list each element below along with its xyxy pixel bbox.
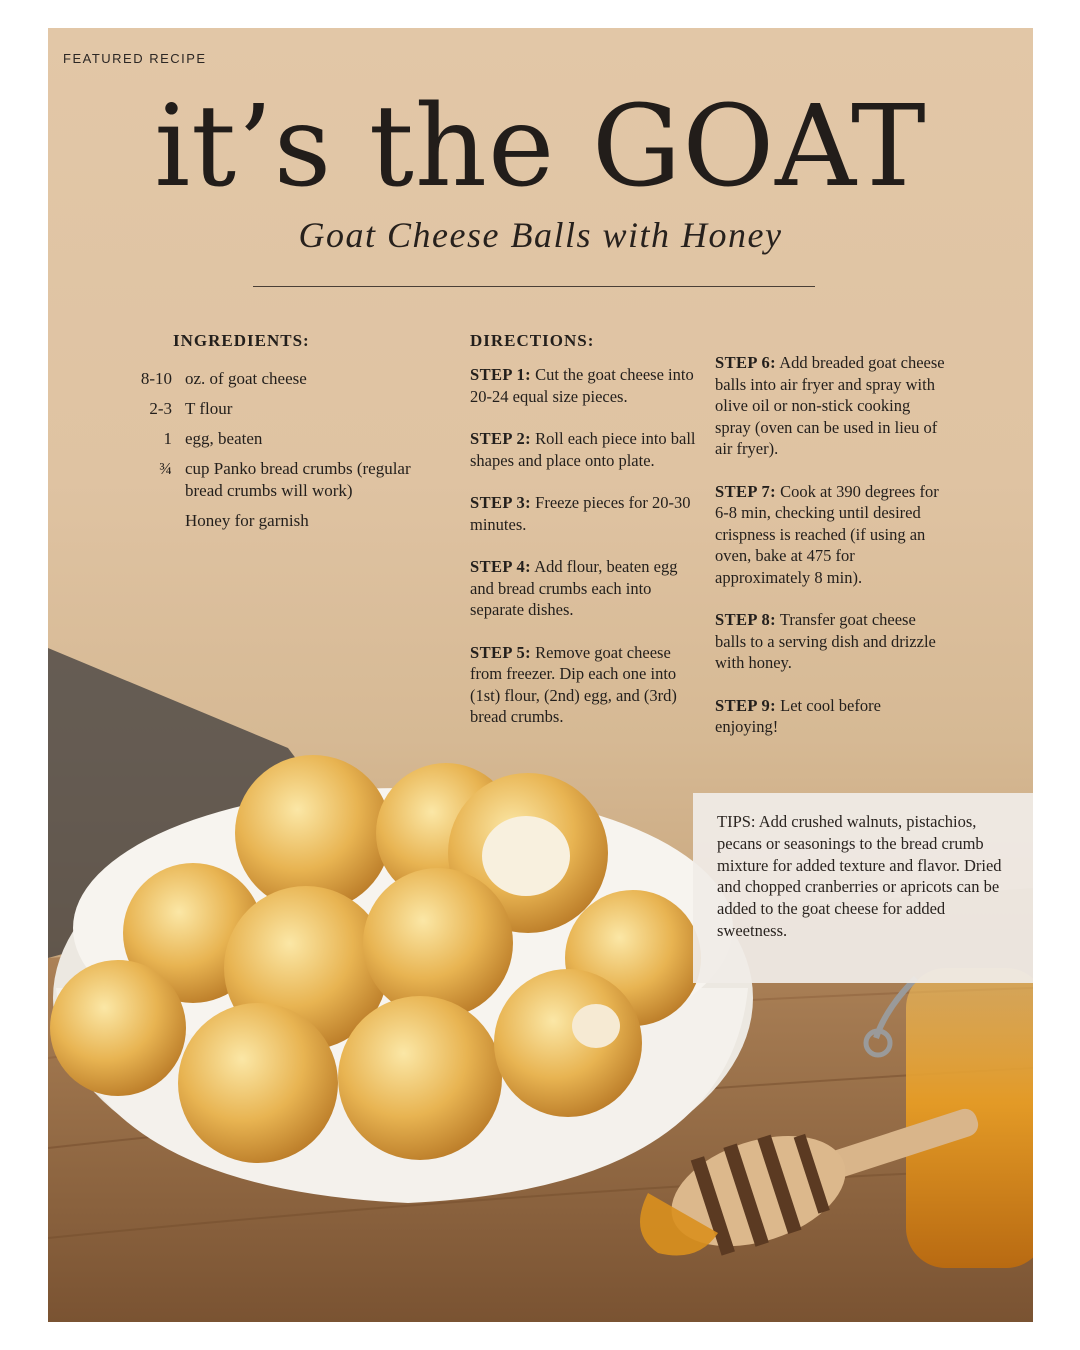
ingredient-text: oz. of goat cheese xyxy=(185,369,307,388)
step-text: Transfer goat cheese balls to a serving dish and drizzle with honey. xyxy=(715,610,936,672)
recipe-page xyxy=(48,28,1033,1322)
title-divider xyxy=(253,286,815,287)
direction-step xyxy=(715,695,947,738)
step-label: STEP 8: xyxy=(715,610,777,629)
step-label: STEP 9: xyxy=(715,695,777,715)
step-label: STEP 2: xyxy=(470,429,532,448)
ingredient-text: cup Panko bread crumbs (regular bread crumbs will work) xyxy=(185,459,411,500)
step-label: STEP 1: xyxy=(470,365,532,384)
step-label: STEP 3: xyxy=(470,493,532,512)
step-label: STEP 5: xyxy=(470,642,532,662)
direction-step xyxy=(715,609,947,674)
step-text: Add breaded goat cheese balls into air fryer and spray with olive oil or non-stick cooking spray (oven can be used in lieu of air fryer). xyxy=(715,353,945,458)
step-text: Freeze pieces for 20-30 minutes. xyxy=(470,493,691,534)
direction-step xyxy=(470,642,702,728)
ingredient-qty: 8-10 xyxy=(140,369,172,388)
directions-list-continued xyxy=(715,352,947,759)
ingredient-qty: 1 xyxy=(163,429,172,448)
step-text: Let cool before enjoying! xyxy=(715,695,881,736)
ingredient-item xyxy=(118,398,428,420)
directions-list xyxy=(470,364,702,749)
page-title: it’s the GOAT xyxy=(154,82,927,212)
ingredient-item xyxy=(118,510,428,532)
tips-box: TIPS: Add crushed walnuts, pistachios, pecans or seasonings to the bread crumb mixture for added texture and flavor. Dried and chopped cranberries or apricots can be added to the goat cheese for added sweetness. xyxy=(693,793,1033,983)
recipe-subtitle: Goat Cheese Balls with Honey xyxy=(298,215,783,255)
featured-recipe-label: FEATURED RECIPE xyxy=(63,51,207,66)
directions-heading: DIRECTIONS: xyxy=(470,331,595,350)
step-text: Remove goat cheese from freezer. Dip each one into (1st) flour, (2nd) egg, and (3rd) bread crumbs. xyxy=(470,642,677,726)
direction-step xyxy=(470,364,702,407)
ingredient-text: egg, beaten xyxy=(185,429,263,448)
ingredient-item xyxy=(118,458,428,502)
step-label: STEP 4: xyxy=(470,557,532,576)
step-text: Cut the goat cheese into 20-24 equal size pieces. xyxy=(470,365,694,406)
ingredient-item xyxy=(118,428,428,450)
ingredients-list xyxy=(118,368,428,540)
ingredient-item xyxy=(118,368,428,390)
ingredient-qty: ¾ xyxy=(159,459,172,478)
direction-step xyxy=(470,556,702,621)
step-label: STEP 7: xyxy=(715,481,777,501)
ingredient-text: Honey for garnish xyxy=(185,511,309,530)
direction-step xyxy=(470,428,702,471)
step-text: Add flour, beaten egg and bread crumbs each into separate dishes. xyxy=(470,557,678,619)
step-text: Roll each piece into ball shapes and place onto plate. xyxy=(470,429,696,470)
step-label: STEP 6: xyxy=(715,353,777,372)
ingredient-text: T flour xyxy=(185,399,233,418)
direction-step xyxy=(715,481,947,589)
direction-step xyxy=(470,492,702,535)
direction-step xyxy=(715,352,947,460)
ingredients-heading: INGREDIENTS: xyxy=(173,331,310,350)
ingredient-qty xyxy=(118,510,185,532)
step-text: Cook at 390 degrees for 6-8 min, checking until desired crispness is reached (if using an oven, bake at 475 for approximately 8 min). xyxy=(715,481,939,587)
ingredient-qty: 2-3 xyxy=(149,399,172,418)
